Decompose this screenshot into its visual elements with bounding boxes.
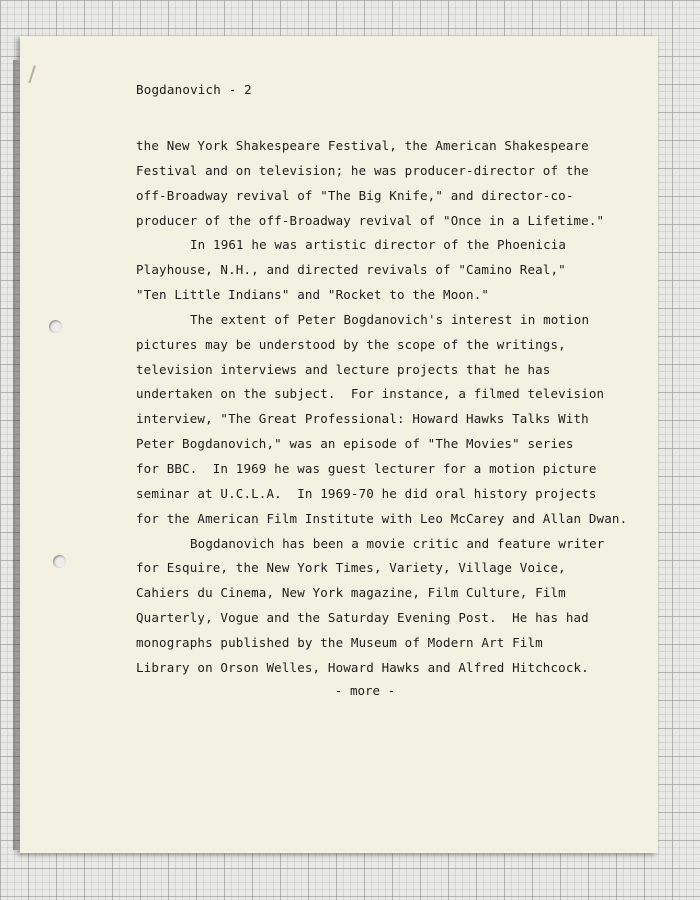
text-line: Festival and on television; he was producer-director of the bbox=[136, 162, 589, 178]
text-line: Peter Bogdanovich," was an episode of "The Movies" series bbox=[136, 436, 574, 452]
text-line: undertaken on the subject. For instance, a filmed television bbox=[136, 386, 605, 402]
page-header: Bogdanovich - 2 bbox=[136, 82, 252, 97]
text-line: producer of the off-Broadway revival of "Once in a Lifetime." bbox=[136, 212, 605, 228]
text-line: In 1961 he was artistic director of the Phoenicia bbox=[190, 237, 567, 253]
text-line: seminar at U.C.L.A. In 1969-70 he did oral history projects bbox=[136, 485, 597, 501]
paper-edge-shadow bbox=[13, 60, 20, 850]
text-line: pictures may be understood by the scope of the writings, bbox=[136, 336, 566, 352]
text-line: Bogdanovich has been a movie critic and feature writer bbox=[190, 535, 605, 551]
text-line: for Esquire, the New York Times, Variety, Village Voice, bbox=[136, 560, 566, 576]
punch-hole-upper bbox=[49, 320, 62, 333]
text-line: The extent of Peter Bogdanovich's interest in motion bbox=[190, 311, 590, 327]
text-line: interview, "The Great Professional: Howard Hawks Talks With bbox=[136, 411, 589, 427]
text-line: for BBC. In 1969 he was guest lecturer for a motion picture bbox=[136, 460, 597, 476]
text-line: off-Broadway revival of "The Big Knife," and director-co- bbox=[136, 187, 574, 203]
body-text bbox=[136, 134, 636, 681]
text-line: Cahiers du Cinema, New York magazine, Film Culture, Film bbox=[136, 585, 566, 601]
text-line: Playhouse, N.H., and directed revivals of "Camino Real," bbox=[136, 262, 566, 278]
more-indicator: - more - bbox=[334, 683, 396, 698]
punch-hole-lower bbox=[53, 555, 66, 568]
text-line: Library on Orson Welles, Howard Hawks and Alfred Hitchcock. bbox=[136, 659, 589, 675]
text-line: television interviews and lecture projects that he has bbox=[136, 361, 551, 377]
text-line: the New York Shakespeare Festival, the American Shakespeare bbox=[136, 138, 589, 153]
text-line: Quarterly, Vogue and the Saturday Evening Post. He has had bbox=[136, 610, 589, 626]
text-line: monographs published by the Museum of Modern Art Film bbox=[136, 634, 543, 650]
text-line: "Ten Little Indians" and "Rocket to the Moon." bbox=[136, 287, 490, 303]
text-line: for the American Film Institute with Leo McCarey and Allan Dwan. bbox=[136, 510, 628, 526]
